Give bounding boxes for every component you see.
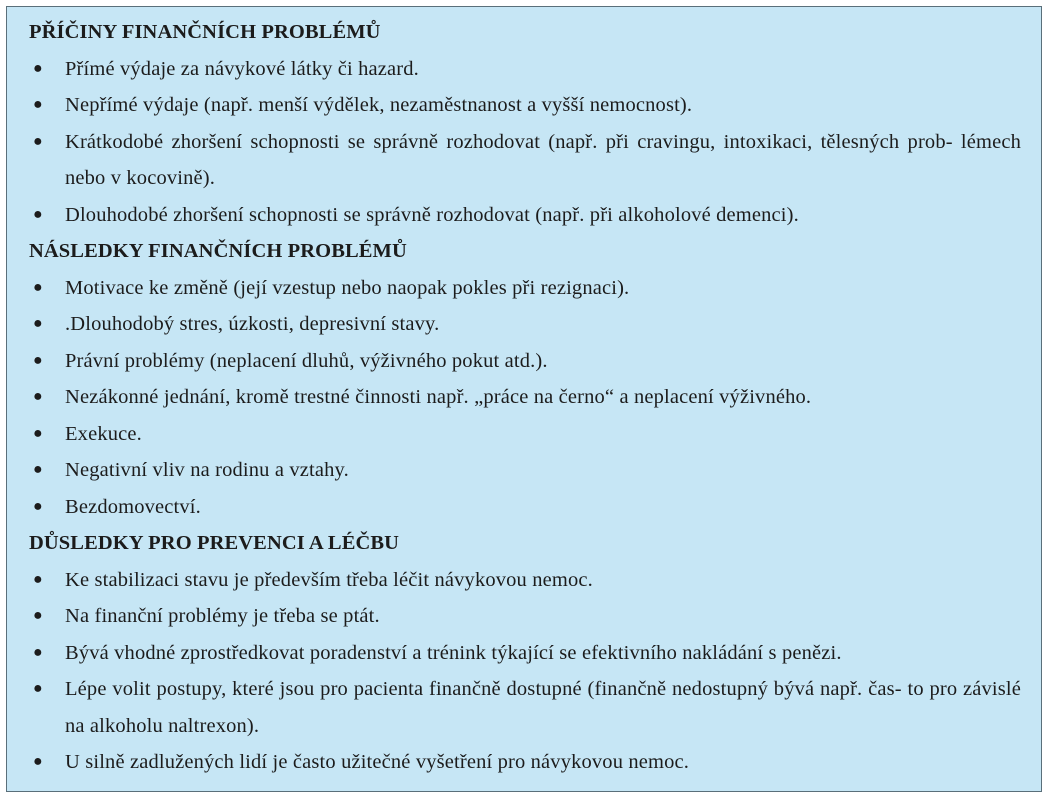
- bullet-list: [29, 51, 1021, 234]
- section-causes: [29, 14, 1021, 233]
- list-item: [29, 489, 1021, 526]
- bullet-icon: ●: [33, 607, 43, 624]
- list-item-text: Negativní vliv na rodinu a vztahy.: [65, 459, 349, 481]
- list-item: [29, 87, 1021, 124]
- list-item: [29, 124, 1021, 197]
- list-item-text: Bývá vhodné zprostředkovat poradenství a trénink týkající se efektivního nakládání s penězi.: [65, 641, 842, 664]
- list-item: [29, 562, 1021, 599]
- list-item: [29, 270, 1021, 307]
- list-item: [29, 51, 1021, 88]
- section-title: NÁSLEDKY FINANČNÍCH PROBLÉMŮ: [29, 240, 407, 262]
- info-box: [6, 6, 1042, 792]
- list-item: [29, 671, 1021, 744]
- list-item: [29, 343, 1021, 380]
- list-item: [29, 306, 1021, 343]
- list-item-text: Motivace ke změně (její vzestup nebo naopak pokles při rezignaci).: [65, 276, 630, 299]
- list-item: [29, 197, 1021, 234]
- bullet-icon: ●: [33, 753, 43, 770]
- list-item-text: Exekuce.: [65, 422, 142, 445]
- list-item: [29, 379, 1021, 416]
- bullet-icon: ●: [33, 351, 43, 369]
- list-item-text: Krátkodobé zhoršení schopnosti se správně rozhodovat (např. při cravingu, intoxikaci, tělesných prob- lémech nebo v kocovině).: [65, 130, 1021, 189]
- bullet-icon: ●: [33, 96, 43, 113]
- list-item: [29, 416, 1021, 453]
- bullet-list: [29, 270, 1021, 526]
- bullet-icon: ●: [33, 388, 43, 405]
- section-consequences: [29, 233, 1021, 525]
- list-item-text: Právní problémy (neplacení dluhů, výživného pokut atd.).: [65, 349, 548, 372]
- bullet-icon: ●: [33, 278, 43, 296]
- list-item: [29, 598, 1021, 635]
- bullet-icon: ●: [33, 570, 43, 588]
- list-item: [29, 744, 1021, 781]
- list-item-text: Lépe volit postupy, které jsou pro pacienta finančně dostupné (finančně nedostupný bývá např. čas- to pro závislé na alkoholu naltrexon).: [65, 678, 1021, 737]
- bullet-icon: ●: [33, 315, 43, 332]
- bullet-icon: ●: [33, 643, 43, 661]
- list-item-text: Dlouhodobé zhoršení schopnosti se správně rozhodovat (např. při alkoholové demenci).: [65, 203, 799, 226]
- bullet-list: [29, 562, 1021, 781]
- section-title: DŮSLEDKY PRO PREVENCI A LÉČBU: [29, 532, 400, 554]
- list-item-text: Přímé výdaje za návykové látky či hazard.: [65, 57, 419, 80]
- list-item-text: Bezdomovectví.: [65, 495, 201, 518]
- list-item-text: U silně zadlužených lidí je často užitečné vyšetření pro návykovou nemoc.: [65, 751, 690, 773]
- bullet-icon: ●: [33, 424, 43, 442]
- list-item-text: .Dlouhodobý stres, úzkosti, depresivní stavy.: [65, 313, 440, 335]
- section-implications: [29, 525, 1021, 781]
- list-item-text: Na finanční problémy je třeba se ptát.: [65, 605, 380, 627]
- list-item-text: Nepřímé výdaje (např. menší výdělek, nezaměstnanost a vyšší nemocnost).: [65, 94, 693, 116]
- bullet-icon: ●: [33, 461, 43, 478]
- bullet-icon: ●: [33, 497, 43, 515]
- list-item-text: Ke stabilizaci stavu je především třeba léčit návykovou nemoc.: [65, 568, 593, 591]
- bullet-icon: ●: [33, 680, 43, 697]
- list-item: [29, 635, 1021, 672]
- bullet-icon: ●: [33, 59, 43, 77]
- bullet-icon: ●: [33, 205, 43, 223]
- list-item: [29, 452, 1021, 489]
- bullet-icon: ●: [33, 132, 43, 150]
- list-item-text: Nezákonné jednání, kromě trestné činnosti např. „práce na černo“ a neplacení výživného.: [65, 386, 812, 408]
- section-title: PŘÍČINY FINANČNÍCH PROBLÉMŮ: [29, 21, 381, 43]
